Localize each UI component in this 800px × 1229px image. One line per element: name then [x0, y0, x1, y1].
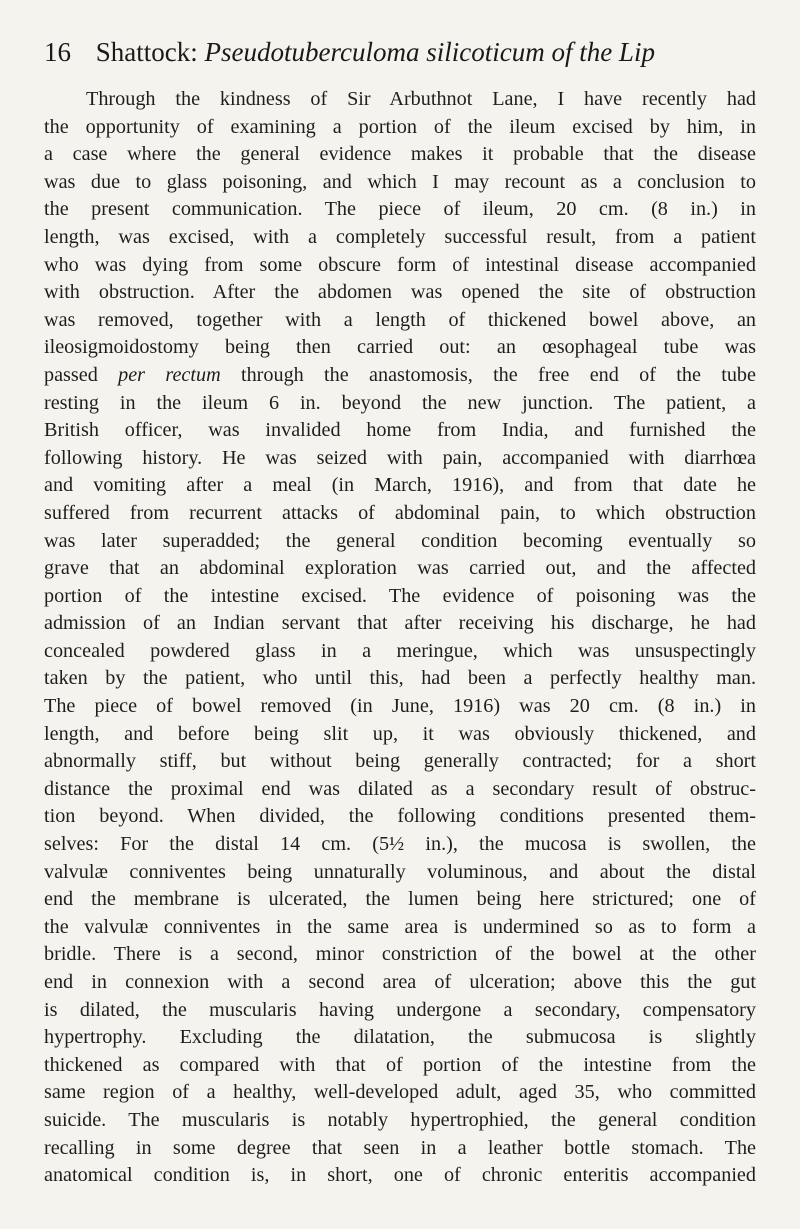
text-line: British officer, was invalided home from India, and furnished the — [44, 419, 756, 442]
text-line: suicide. The muscularis is notably hypertrophied, the general condition — [44, 1108, 756, 1131]
text-line: length, was excised, with a completely successful result, from a patient — [44, 225, 756, 248]
text-line: passed per rectum through the anastomosis, the free end of the tube — [44, 363, 756, 386]
text-line: length, and before being slit up, it was obviously thickened, and — [44, 722, 756, 745]
text-line: end the membrane is ulcerated, the lumen being here strictured; one of — [44, 888, 756, 911]
text-line: thickened as compared with that of portion of the intestine from the — [44, 1053, 756, 1076]
text-line: anatomical condition is, in short, one of chronic enteritis accompanied — [44, 1164, 756, 1187]
text-line: the opportunity of examining a portion of the ileum excised by him, in — [44, 115, 756, 138]
text-line: was due to glass poisoning, and which I may recount as a conclusion to — [44, 170, 756, 193]
text-line: resting in the ileum 6 in. beyond the new junction. The patient, a — [44, 391, 756, 414]
text-line: was removed, together with a length of thickened bowel above, an — [44, 308, 756, 331]
running-head-title: Pseudotuberculoma silicoticum of the Lip — [204, 37, 655, 67]
italic-phrase: per rectum — [118, 363, 221, 386]
text-line: recalling in some degree that seen in a leather bottle stomach. The — [44, 1136, 756, 1159]
text-line: who was dying from some obscure form of intestinal disease accompanied — [44, 253, 756, 276]
text-line: same region of a healthy, well-developed adult, aged 35, who committed — [44, 1081, 756, 1104]
text-line: ileosigmoidostomy being then carried out: an œsophageal tube was — [44, 336, 756, 359]
text-line: the valvulæ conniventes in the same area is undermined so as to form a — [44, 915, 756, 938]
text-line: bridle. There is a second, minor constriction of the bowel at the other — [44, 943, 756, 966]
text-line: with obstruction. After the abdomen was opened the site of obstruction — [44, 281, 756, 304]
running-header — [44, 30, 764, 74]
text-line: the present communication. The piece of ileum, 20 cm. (8 in.) in — [44, 198, 756, 221]
text-line: was later superadded; the general condition becoming eventually so — [44, 529, 756, 552]
text-line: is dilated, the muscularis having undergone a secondary, compensatory — [44, 998, 756, 1021]
text-line: selves: For the distal 14 cm. (5½ in.), the mucosa is swollen, the — [44, 833, 756, 856]
text-line: a case where the general evidence makes it probable that the disease — [44, 143, 756, 166]
text-line: suffered from recurrent attacks of abdominal pain, to which obstruction — [44, 501, 756, 524]
text-line: grave that an abdominal exploration was carried out, and the affected — [44, 557, 756, 580]
text-line: abnormally stiff, but without being generally contracted; for a short — [44, 750, 756, 773]
text-line: portion of the intestine excised. The evidence of poisoning was the — [44, 584, 756, 607]
text-line: The piece of bowel removed (in June, 1916) was 20 cm. (8 in.) in — [44, 695, 756, 718]
text-line: valvulæ conniventes being unnaturally voluminous, and about the distal — [44, 860, 756, 883]
body-text — [44, 86, 756, 1190]
running-head-author: Shattock: — [95, 37, 198, 67]
text-line: distance the proximal end was dilated as a secondary result of obstruc- — [44, 777, 756, 800]
text-line: admission of an Indian servant that after receiving his discharge, he had — [44, 612, 756, 635]
text-line: Through the kindness of Sir Arbuthnot Lane, I have recently had — [86, 88, 756, 110]
text-line: following history. He was seized with pain, accompanied with diarrhœa — [44, 446, 756, 469]
text-line: end in connexion with a second area of ulceration; above this the gut — [44, 971, 756, 993]
text-line: tion beyond. When divided, the following conditions presented them- — [44, 805, 756, 828]
text-line: taken by the patient, who until this, had been a perfectly healthy man. — [44, 667, 756, 690]
text-line: hypertrophy. Excluding the dilatation, the submucosa is slightly — [44, 1026, 756, 1049]
text-line: concealed powdered glass in a meringue, which was unsuspectingly — [44, 639, 756, 662]
text-line: and vomiting after a meal (in March, 1916), and from that date he — [44, 474, 756, 497]
page-number: 16 — [44, 37, 71, 67]
